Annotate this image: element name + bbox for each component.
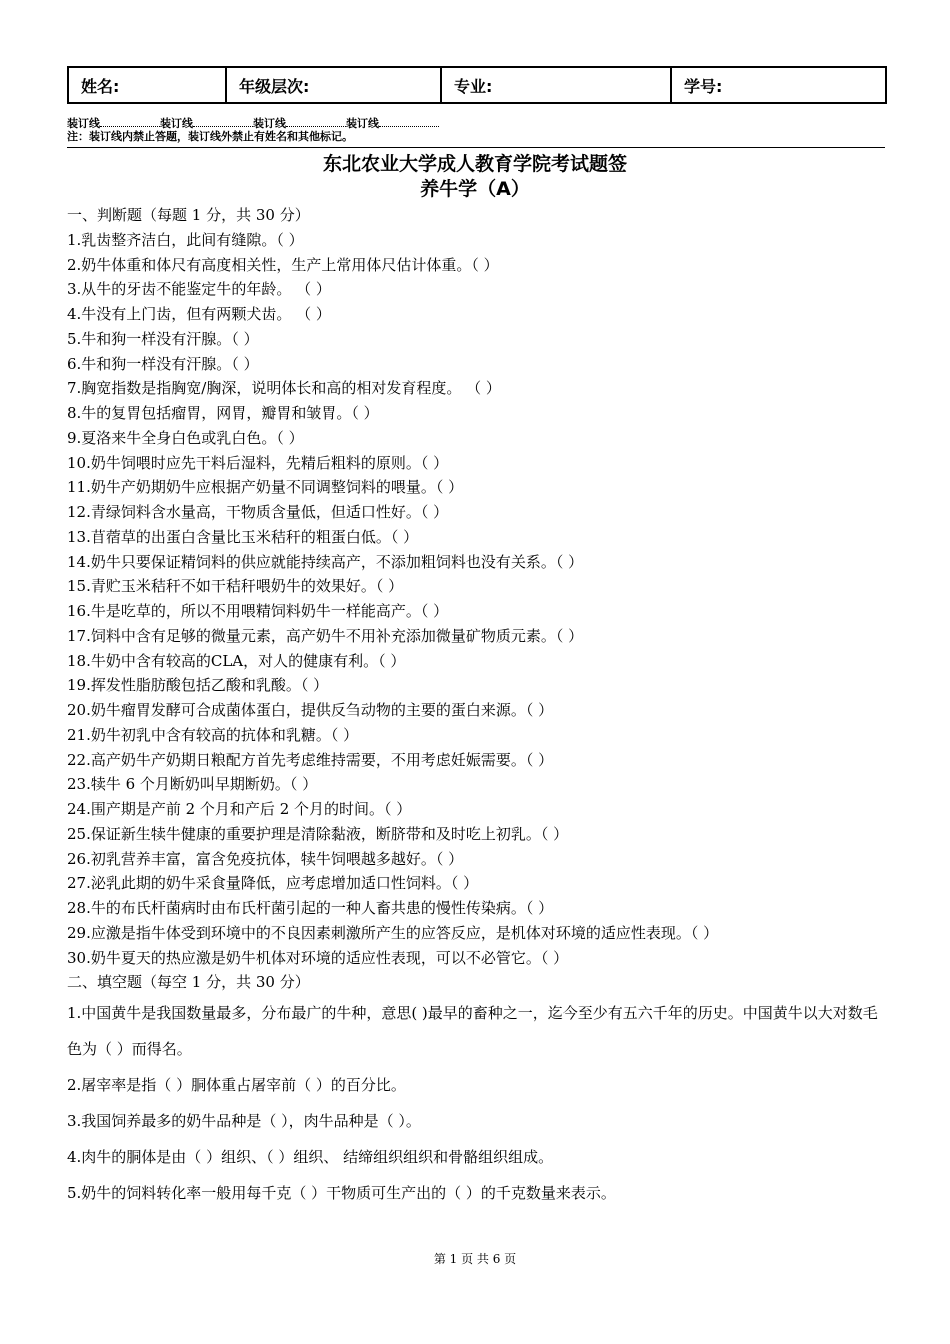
judgement-question: 14.奶牛只要保证精饲料的供应就能持续高产，不添加粗饲料也没有关系。（ ）: [67, 552, 584, 571]
judgement-question: 27.泌乳此期的奶牛采食量降低，应考虑增加适口性饲料。（ ）: [67, 874, 479, 893]
binding-line-label: 装订线: [67, 117, 100, 130]
judgement-question: 23.犊牛 6 个月断奶叫早期断奶。（ ）: [67, 775, 318, 794]
binding-line-row: [67, 117, 887, 130]
judgement-question: 21.奶牛初乳中含有较高的抗体和乳糖。（ ）: [67, 725, 359, 744]
judgement-question: 10.奶牛饲喂时应先干料后湿料，先精后粗料的原则。（ ）: [67, 453, 449, 472]
grade-field-label: 年级层次:: [226, 67, 441, 103]
fill-in-question: 4.肉牛的胴体是由（ ）组织、（ ）组织、 结缔组织组织和骨骼组织组成。: [67, 1148, 554, 1166]
judgement-question: 3.从牛的牙齿不能鉴定牛的年龄。 （ ）: [67, 280, 331, 299]
judgement-question: 2.奶牛体重和体尺有高度相关性，生产上常用体尺估计体重。（ ）: [67, 255, 499, 274]
major-field-label: 专业:: [441, 67, 671, 103]
binding-line-label: 装订线: [346, 117, 379, 130]
judgement-question: 19.挥发性脂肪酸包括乙酸和乳酸。（ ）: [67, 676, 329, 695]
judgement-question: 28.牛的布氏杆菌病时由布氏杆菌引起的一种人畜共患的慢性传染病。（ ）: [67, 899, 554, 917]
binding-dash: [193, 117, 253, 127]
exam-title: 东北农业大学成人教育学院考试题签: [322, 153, 627, 175]
judgement-question: 20.奶牛瘤胃发酵可合成菌体蛋白，提供反刍动物的主要的蛋白来源。（ ）: [67, 701, 554, 719]
fill-in-question: 3.我国饲养最多的奶牛品种是（ ），肉牛品种是（ ）。: [67, 1112, 421, 1130]
binding-dash: [379, 117, 439, 127]
judgement-question: 17.饲料中含有足够的微量元素，高产奶牛不用补充添加微量矿物质元素。（ ）: [67, 626, 584, 645]
judgement-question: 25.保证新生犊牛健康的重要护理是清除黏液，断脐带和及时吃上初乳。（ ）: [67, 824, 569, 843]
fill-in-question: 1.中国黄牛是我国数量最多，分布最广的牛种，意思( )最早的畜种之一，迄今至少有五六千年的历史。中国黄牛以大对数毛色为（ ）而得名。: [67, 1004, 878, 1058]
name-field-label: 姓名:: [68, 67, 226, 103]
judgement-question: 29.应激是指牛体受到环境中的不良因素刺激所产生的应答反应，是机体对环境的适应性表现。（ ）: [67, 923, 719, 942]
judgement-question: 1.乳齿整齐洁白，此间有缝隙。（ ）: [67, 230, 304, 249]
judgement-question: 16.牛是吃草的，所以不用喂精饲料奶牛一样能高产。（ ）: [67, 602, 449, 620]
judgement-question: 8.牛的复胃包括瘤胃，网胃，瓣胃和皱胃。（ ）: [67, 404, 379, 422]
judgement-question: 22.高产奶牛产奶期日粮配方首先考虑维持需要，不用考虑妊娠需要。（ ）: [67, 750, 554, 769]
section-heading-judgement: 一、判断题（每题 1 分，共 30 分）: [67, 206, 310, 224]
header-divider: [67, 147, 885, 148]
section-heading-fill-in: 二、填空题（每空 1 分，共 30 分）: [67, 973, 310, 992]
judgement-question: 15.青贮玉米秸秆不如干秸秆喂奶牛的效果好。（ ）: [67, 577, 404, 596]
fill-in-question: 5.奶牛的饲料转化率一般用每千克（ ）干物质可生产出的（ ）的千克数量来表示。: [67, 1184, 616, 1202]
judgement-question: 24.围产期是产前 2 个月和产后 2 个月的时间。（ ）: [67, 800, 412, 818]
binding-dash: [286, 117, 346, 127]
judgement-question: 30.奶牛夏天的热应激是奶牛机体对环境的适应性表现，可以不必管它。（ ）: [67, 948, 569, 967]
judgement-question: 9.夏洛来牛全身白色或乳白色。（ ）: [67, 428, 304, 447]
student-info-table: [67, 66, 887, 104]
binding-note: 注：装订线内禁止答题，装订线外禁止有姓名和其他标记。: [67, 130, 353, 143]
exam-subtitle: 养牛学（A）: [420, 178, 530, 200]
binding-line-label: 装订线: [253, 117, 286, 130]
judgement-question: 7.胸宽指数是指胸宽/胸深，说明体长和高的相对发育程度。 （ ）: [67, 379, 501, 398]
binding-line-block: [67, 117, 887, 143]
judgement-question: 13.苜蓿草的出蛋白含量比玉米秸秆的粗蛋白低。（ ）: [67, 527, 419, 546]
exam-content: [67, 203, 887, 1211]
judgement-question: 4.牛没有上门齿，但有两颗犬齿。 （ ）: [67, 305, 331, 323]
judgement-question: 5.牛和狗一样没有汗腺。（ ）: [67, 329, 259, 348]
binding-line-label: 装订线: [160, 117, 193, 130]
fill-in-question: 2.屠宰率是指（ ）胴体重占屠宰前（ ）的百分比。: [67, 1076, 406, 1094]
binding-dash: [100, 117, 160, 127]
judgement-question: 11.奶牛产奶期奶牛应根据产奶量不同调整饲料的喂量。（ ）: [67, 478, 464, 497]
page-number: 第 1 页 共 6 页: [433, 1252, 517, 1266]
judgement-question: 12.青绿饲料含水量高，干物质含量低，但适口性好。（ ）: [67, 503, 449, 521]
judgement-question: 26.初乳营养丰富，富含免疫抗体，犊牛饲喂越多越好。（ ）: [67, 849, 464, 868]
judgement-question: 6.牛和狗一样没有汗腺。（ ）: [67, 354, 259, 373]
judgement-question: 18.牛奶中含有较高的CLA，对人的健康有利。（ ）: [67, 651, 406, 670]
student-id-field-label: 学号:: [671, 67, 886, 103]
